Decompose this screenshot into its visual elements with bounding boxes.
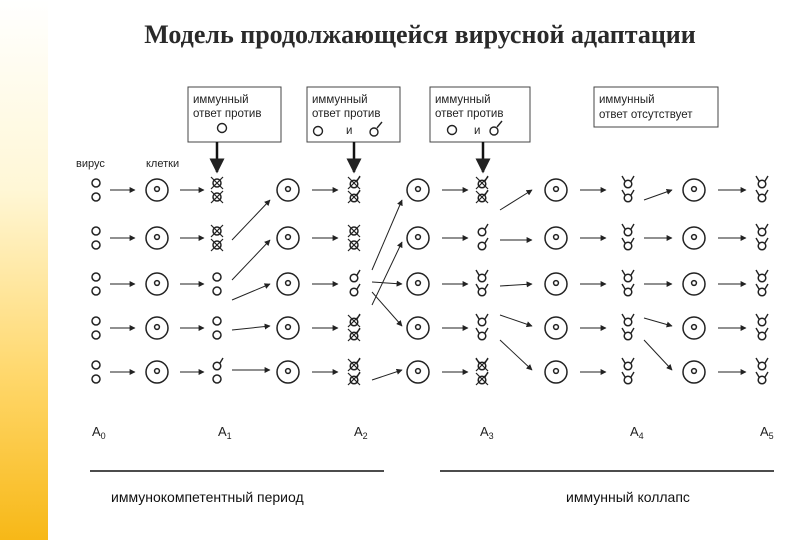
virus-variant-v-left — [622, 358, 625, 363]
virus-variant-v — [624, 288, 632, 296]
infected-cell — [277, 227, 299, 249]
virus-type-a — [92, 361, 100, 369]
virus-type-a — [92, 287, 100, 295]
virus-variant-v — [624, 332, 632, 340]
virus-type-a — [92, 241, 100, 249]
arrow — [372, 370, 402, 380]
cell-virus-dot — [554, 369, 559, 374]
virus-variant-v-left — [756, 270, 759, 275]
virus-type-b — [478, 180, 486, 188]
infected-cell — [146, 317, 168, 339]
virus-variant-v-right — [765, 238, 768, 243]
infected-cell — [545, 361, 567, 383]
virus-variant-v — [478, 288, 486, 296]
cell-virus-dot — [416, 281, 421, 286]
immunocompetent-period-label: иммунокомпетентный период — [111, 489, 304, 505]
adaptation-grid — [92, 176, 768, 385]
arrow — [372, 282, 402, 284]
virus-type-a — [213, 317, 221, 325]
virus-type-a — [92, 179, 100, 187]
infected-cell — [545, 227, 567, 249]
cell-virus-dot — [286, 235, 291, 240]
virus-type-a — [92, 273, 100, 281]
stage-label-a3: $A_3$ — [480, 424, 494, 441]
virus-variant-v — [624, 362, 632, 370]
infected-cell — [146, 361, 168, 383]
cell-virus-dot — [155, 281, 160, 286]
virus-variant-v-left — [622, 328, 625, 333]
infected-cell — [407, 361, 429, 383]
virus-variant-v-right — [765, 314, 768, 319]
virus-type-a — [213, 375, 221, 383]
cell-virus-dot — [286, 369, 291, 374]
infected-cell — [277, 273, 299, 295]
infected-cell — [407, 179, 429, 201]
virus-variant-v-left — [476, 284, 479, 289]
virus-variant-v-left — [756, 314, 759, 319]
virus-variant-v — [758, 288, 766, 296]
slide-title: Модель продолжающейся вирусной адаптации — [144, 20, 696, 49]
virus-variant-v-right — [631, 328, 634, 333]
cell-virus-dot — [692, 281, 697, 286]
virus-variant-v-right — [485, 270, 488, 275]
stage-labels — [92, 424, 774, 441]
virus-variant-v-right — [631, 270, 634, 275]
virus-type-b-tail — [357, 270, 360, 275]
stage-label-a5: $A_5$ — [760, 424, 774, 441]
response-box-3-line2: ответ против — [435, 108, 504, 120]
virus-variant-v — [624, 376, 632, 384]
virus-variant-v — [758, 180, 766, 188]
arrow — [232, 200, 270, 240]
cell-virus-dot — [286, 281, 291, 286]
virus-variant-v — [758, 362, 766, 370]
virus-type-a — [92, 193, 100, 201]
virus-variant-v-right — [631, 190, 634, 195]
response-box-1-line1: иммунный — [193, 94, 249, 106]
response-box-2-line2: ответ против — [312, 108, 381, 120]
virus-variant-v — [758, 194, 766, 202]
infected-cell — [683, 179, 705, 201]
stage-label-a1: $A_1$ — [218, 424, 232, 441]
virus-type-b — [478, 242, 486, 250]
response-box-2 — [307, 87, 400, 142]
virus-variant-v-left — [622, 176, 625, 181]
virus-type-b — [478, 376, 486, 384]
stage-label-a4: $A_4$ — [630, 424, 644, 441]
virus-variant-v — [624, 274, 632, 282]
cell-virus-dot — [692, 325, 697, 330]
infected-cell — [683, 317, 705, 339]
virus-variant-v-right — [765, 284, 768, 289]
virus-variant-v-left — [622, 284, 625, 289]
infected-cell — [277, 361, 299, 383]
virus-variant-v — [478, 318, 486, 326]
infected-cell — [545, 273, 567, 295]
virus-variant-v — [478, 362, 486, 370]
virus-variant-v-right — [765, 328, 768, 333]
virus-variant-v-left — [756, 190, 759, 195]
virus-variant-v-left — [622, 224, 625, 229]
virus-variant-v-left — [756, 358, 759, 363]
virus-variant-v — [624, 228, 632, 236]
virus-variant-v-right — [765, 270, 768, 275]
virus-variant-v-right — [485, 314, 488, 319]
arrow — [372, 200, 402, 270]
virus-type-b — [350, 288, 358, 296]
cell-virus-dot — [692, 369, 697, 374]
arrow — [232, 284, 270, 300]
infected-cell — [146, 227, 168, 249]
cell-virus-dot — [155, 369, 160, 374]
virus-variant-v — [758, 332, 766, 340]
virus-variant-v-left — [622, 372, 625, 377]
response-box-4 — [594, 87, 718, 127]
virus-type-b-tail — [485, 224, 488, 229]
virus-variant-v-right — [485, 328, 488, 333]
response-box-1-line2: ответ против — [193, 108, 262, 120]
virus-variant-v-left — [622, 238, 625, 243]
response-box-3-line1: иммунный — [435, 94, 491, 106]
response-box-4-line2: ответ отсутствует — [599, 109, 693, 121]
virus-type-b — [350, 318, 358, 326]
virus-type-b — [213, 362, 221, 370]
infected-cell — [146, 179, 168, 201]
virus-variant-v-right — [631, 176, 634, 181]
arrow — [644, 318, 672, 326]
infected-cell — [146, 273, 168, 295]
virus-variant-v — [624, 180, 632, 188]
virus-type-b — [478, 194, 486, 202]
infected-cell — [545, 317, 567, 339]
virus-variant-v-left — [476, 270, 479, 275]
virus-variant-v — [624, 194, 632, 202]
infected-cell — [407, 273, 429, 295]
response-box-3 — [430, 87, 530, 142]
virus-variant-v-left — [756, 284, 759, 289]
arrow — [372, 242, 402, 305]
virus-variant-v-right — [765, 224, 768, 229]
response-box-1 — [188, 87, 281, 142]
virus-type-a — [92, 331, 100, 339]
virus-variant-v-left — [756, 176, 759, 181]
virus-type-a — [213, 331, 221, 339]
virus-variant-v-left — [756, 224, 759, 229]
virus-variant-v-right — [631, 238, 634, 243]
virus-type-b-tail — [485, 238, 488, 243]
cell-virus-dot — [155, 235, 160, 240]
infected-cell — [683, 273, 705, 295]
cell-virus-dot — [692, 235, 697, 240]
cell-virus-dot — [554, 281, 559, 286]
virus-variant-v-right — [631, 314, 634, 319]
arrow — [500, 340, 532, 370]
arrow — [500, 315, 532, 326]
virus-type-b — [478, 228, 486, 236]
arrow — [644, 340, 672, 370]
arrow — [500, 190, 532, 210]
virus-type-b-tail — [220, 358, 223, 363]
virus-variant-v-right — [765, 372, 768, 377]
virus-type-a — [92, 375, 100, 383]
virus-type-b — [350, 362, 358, 370]
arrow — [500, 284, 532, 286]
virus-type-b — [350, 332, 358, 340]
virus-variant-v — [758, 274, 766, 282]
virus-variant-v-left — [622, 270, 625, 275]
cell-virus-dot — [155, 325, 160, 330]
cell-virus-dot — [554, 325, 559, 330]
cell-virus-dot — [416, 369, 421, 374]
virus-variant-v-left — [622, 314, 625, 319]
header-cells: клетки — [146, 158, 180, 170]
virus-variant-v — [758, 318, 766, 326]
cell-virus-dot — [155, 187, 160, 192]
virus-type-b-tail — [357, 284, 360, 289]
virus-variant-v — [624, 242, 632, 250]
virus-type-a — [92, 317, 100, 325]
virus-type-b — [350, 376, 358, 384]
virus-type-a — [213, 287, 221, 295]
response-box-2-conjunction: и — [346, 125, 353, 137]
response-arrows — [217, 142, 483, 172]
virus-variant-v-left — [476, 328, 479, 333]
virus-variant-v-right — [631, 224, 634, 229]
virus-variant-v-right — [765, 176, 768, 181]
virus-variant-v-left — [756, 238, 759, 243]
virus-variant-v — [758, 228, 766, 236]
response-box-3-conjunction: и — [474, 125, 481, 137]
response-box-2-line1: иммунный — [312, 94, 368, 106]
cell-virus-dot — [416, 187, 421, 192]
cell-virus-dot — [286, 325, 291, 330]
infected-cell — [277, 317, 299, 339]
virus-variant-v — [758, 242, 766, 250]
infected-cell — [683, 227, 705, 249]
virus-type-a — [92, 227, 100, 235]
cell-virus-dot — [286, 187, 291, 192]
virus-type-b — [350, 180, 358, 188]
arrow — [232, 326, 270, 330]
virus-variant-v-right — [765, 190, 768, 195]
arrow — [232, 240, 270, 280]
virus-variant-v-right — [631, 358, 634, 363]
infected-cell — [407, 227, 429, 249]
virus-variant-v — [478, 332, 486, 340]
cell-virus-dot — [416, 325, 421, 330]
virus-variant-v-left — [756, 328, 759, 333]
immune-collapse-label: иммунный коллапс — [566, 489, 690, 505]
virus-variant-v — [478, 274, 486, 282]
virus-variant-v-right — [485, 284, 488, 289]
cell-virus-dot — [416, 235, 421, 240]
virus-variant-v — [624, 318, 632, 326]
infected-cell — [407, 317, 429, 339]
virus-type-b — [350, 274, 358, 282]
stage-label-a0: $A_0$ — [92, 424, 106, 441]
infected-cell — [545, 179, 567, 201]
infected-cell — [277, 179, 299, 201]
virus-variant-v-left — [622, 190, 625, 195]
virus-variant-v-right — [765, 358, 768, 363]
virus-variant-v — [758, 376, 766, 384]
arrow — [644, 190, 672, 200]
virus-variant-v-right — [631, 284, 634, 289]
header-virus: вирус — [76, 158, 105, 170]
infected-cell — [683, 361, 705, 383]
cell-virus-dot — [554, 187, 559, 192]
virus-variant-v-left — [476, 314, 479, 319]
cell-virus-dot — [554, 235, 559, 240]
arrow — [372, 292, 402, 326]
cell-virus-dot — [692, 187, 697, 192]
virus-type-a — [213, 273, 221, 281]
stage-label-a2: $A_2$ — [354, 424, 368, 441]
virus-variant-v-right — [631, 372, 634, 377]
virus-type-b — [350, 194, 358, 202]
virus-variant-v-left — [756, 372, 759, 377]
response-box-4-line1: иммунный — [599, 94, 655, 106]
